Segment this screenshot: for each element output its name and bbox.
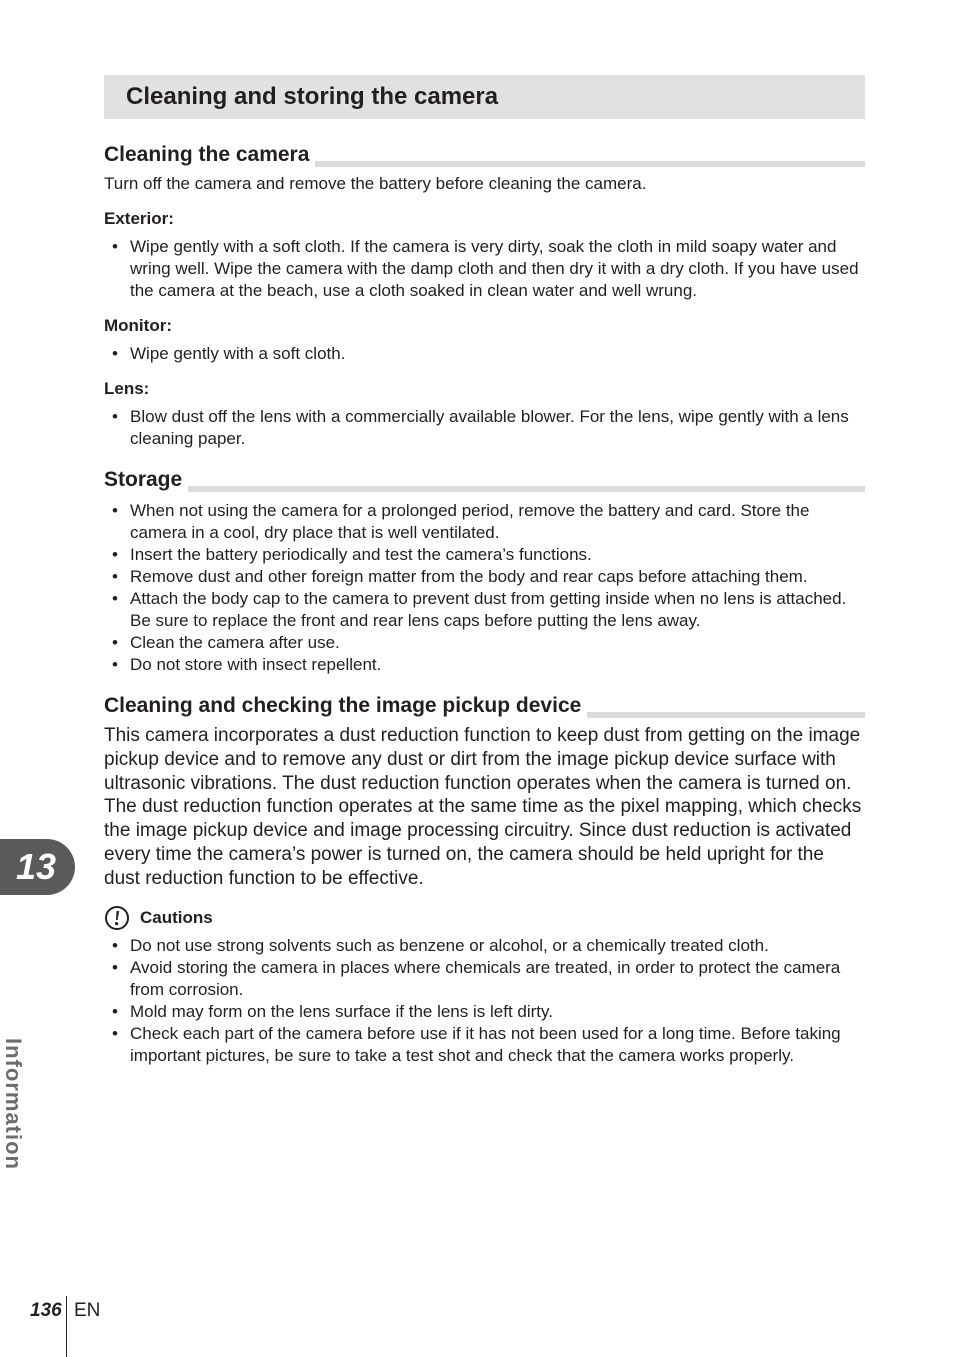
exterior-list	[104, 236, 865, 302]
list-item	[104, 500, 865, 544]
list-item	[104, 588, 865, 632]
bullet: •	[112, 655, 118, 674]
cleaning-heading: Cleaning the camera	[104, 141, 315, 169]
section-heading-pickup	[104, 690, 865, 720]
bullet: •	[112, 633, 118, 652]
storage-heading: Storage	[104, 466, 188, 494]
chapter-label: Information	[1, 1038, 26, 1170]
list-item-text: Mold may form on the lens surface if the lens is left dirty.	[130, 1001, 553, 1021]
monitor-list	[104, 343, 865, 365]
bullet: •	[112, 344, 118, 363]
storage-list	[104, 500, 865, 676]
pickup-heading: Cleaning and checking the image pickup device	[104, 692, 587, 720]
exterior-label: Exterior:	[104, 209, 174, 228]
list-item	[104, 935, 865, 957]
bullet: •	[112, 567, 118, 586]
cautions-header	[104, 905, 865, 931]
section-heading-storage	[104, 464, 865, 494]
list-item	[104, 1001, 865, 1023]
cautions-list	[104, 935, 865, 1067]
list-item-text: Do not store with insect repellent.	[130, 655, 382, 674]
pickup-paragraph-2: The dust reduction function operates at the same time as the pixel mapping, which checks the image pickup device and image processing circuitry. Since dust reduction is activated every time the camera’s power is turned on, the camera should be held upright for the dust reduction function to be effective.	[104, 796, 862, 889]
footer-divider	[66, 1296, 67, 1357]
lens-list	[104, 406, 865, 450]
chapter-number: 13	[16, 846, 57, 887]
list-item-text: Attach the body cap to the camera to prevent dust from getting inside when no lens is attached. Be sure to replace the front and rear lens caps before putting the lens away.	[130, 589, 847, 630]
list-item-text: Clean the camera after use.	[130, 633, 340, 652]
caution-icon	[104, 905, 130, 931]
page-number: 136	[30, 1300, 62, 1321]
bullet: •	[112, 545, 118, 564]
bullet: •	[112, 957, 118, 977]
list-item-text: Blow dust off the lens with a commercially available blower. For the lens, wipe gently with a lens cleaning paper.	[130, 407, 849, 448]
list-item	[104, 566, 865, 588]
list-item-text: Avoid storing the camera in places where chemicals are treated, in order to protect the camera from corrosion.	[130, 957, 841, 999]
list-item	[104, 957, 865, 1001]
list-item-text: Wipe gently with a soft cloth.	[130, 344, 346, 363]
lens-label: Lens:	[104, 379, 150, 398]
list-item	[104, 1023, 865, 1067]
page-title: Cleaning and storing the camera	[126, 83, 499, 110]
list-item-text: Remove dust and other foreign matter from the body and rear caps before attaching them.	[130, 567, 808, 586]
chapter-side-label	[1, 908, 62, 1170]
bullet: •	[112, 407, 118, 426]
main-content	[104, 139, 865, 1067]
chapter-tab	[0, 839, 75, 895]
bullet: •	[112, 589, 118, 608]
list-item	[104, 544, 865, 566]
bullet: •	[112, 1023, 118, 1043]
list-item-text: Do not use strong solvents such as benzene or alcohol, or a chemically treated cloth.	[130, 935, 769, 955]
pickup-paragraph-1: This camera incorporates a dust reduction function to keep dust from getting on the image pickup device and to remove any dust or dirt from the image pickup device surface with ultrasonic vibrations. The dust reduction function operates when the camera is turned on.	[104, 725, 861, 794]
list-item-text: When not using the camera for a prolonged period, remove the battery and card. Store the camera in a cool, dry place that is well ventilated.	[130, 501, 810, 542]
list-item	[104, 236, 865, 302]
cautions-label: Cautions	[140, 907, 213, 927]
bullet: •	[112, 1001, 118, 1021]
bullet: •	[112, 501, 118, 520]
list-item-text: Wipe gently with a soft cloth. If the camera is very dirty, soak the cloth in mild soapy water and wring well. Wipe the camera with the damp cloth and then dry it with a dry cloth. If you have used the camera at the beach, use a cloth soaked in clean water and well wrung.	[130, 237, 859, 300]
language-code: EN	[74, 1300, 101, 1321]
bullet: •	[112, 935, 118, 955]
section-heading-cleaning	[104, 139, 865, 169]
cleaning-intro: Turn off the camera and remove the battery before cleaning the camera.	[104, 174, 647, 193]
bullet: •	[112, 237, 118, 256]
heading-rule	[104, 486, 865, 492]
title-bar	[104, 75, 865, 119]
list-item	[104, 343, 865, 365]
list-item	[104, 406, 865, 450]
monitor-label: Monitor:	[104, 316, 172, 335]
list-item	[104, 654, 865, 676]
list-item	[104, 632, 865, 654]
list-item-text: Insert the battery periodically and test the camera’s functions.	[130, 545, 592, 564]
list-item-text: Check each part of the camera before use if it has not been used for a long time. Before taking important pictures, be sure to take a test shot and check that the camera works properly.	[130, 1023, 841, 1065]
